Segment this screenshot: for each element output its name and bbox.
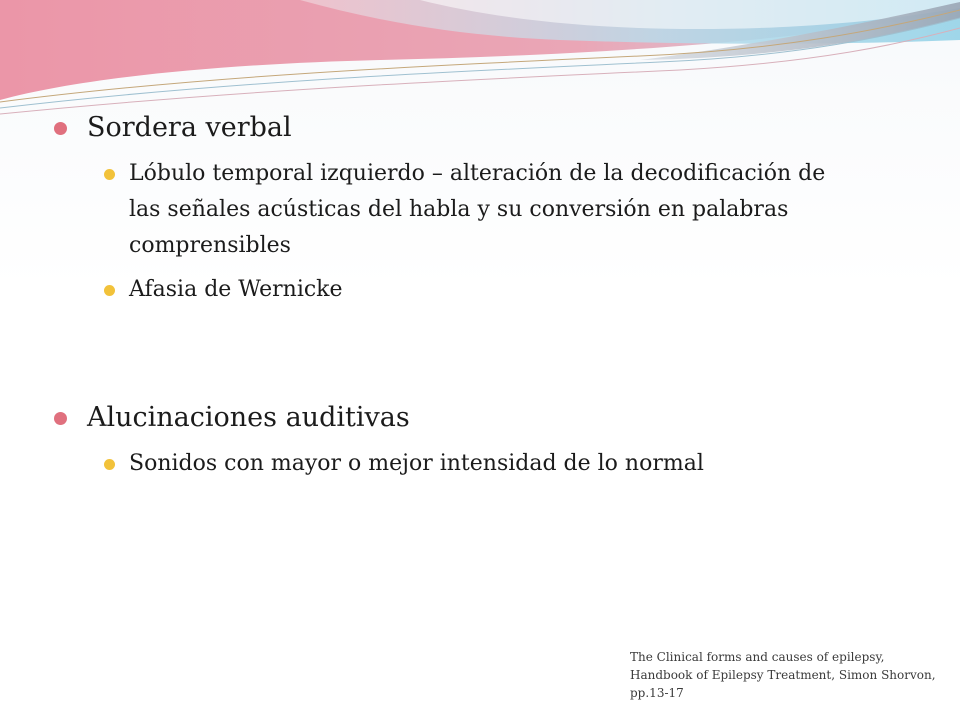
sub-bullet-lobulo: [104, 156, 904, 264]
pink-bullet-icon: [54, 122, 67, 135]
sub-bullet-afasia: [104, 272, 904, 308]
bullet-heading-sordera: [54, 108, 904, 148]
citation-footnote: The Clinical forms and causes of epilepsy, Handbook of Epilepsy Treatment, Simon Shorvon, pp.13-17: [630, 650, 936, 700]
yellow-bullet-icon: [104, 285, 115, 296]
sub-bullet-text: Lóbulo temporal izquierdo – alteración de la decodificación de las señales acústicas del habla y su conversión en palabras comprensibles: [129, 161, 826, 258]
pink-bullet-icon: [54, 412, 67, 425]
bullet-heading-alucinaciones: [54, 398, 904, 438]
heading-text: Sordera verbal: [87, 112, 292, 143]
yellow-bullet-icon: [104, 169, 115, 180]
sub-bullet-text: Sonidos con mayor o mejor intensidad de lo normal: [129, 451, 704, 476]
sub-bullet-sonidos: [104, 446, 904, 482]
heading-text: Alucinaciones auditivas: [87, 402, 410, 433]
yellow-bullet-icon: [104, 459, 115, 470]
slide-content: [54, 108, 904, 482]
sub-bullet-text: Afasia de Wernicke: [129, 277, 343, 302]
